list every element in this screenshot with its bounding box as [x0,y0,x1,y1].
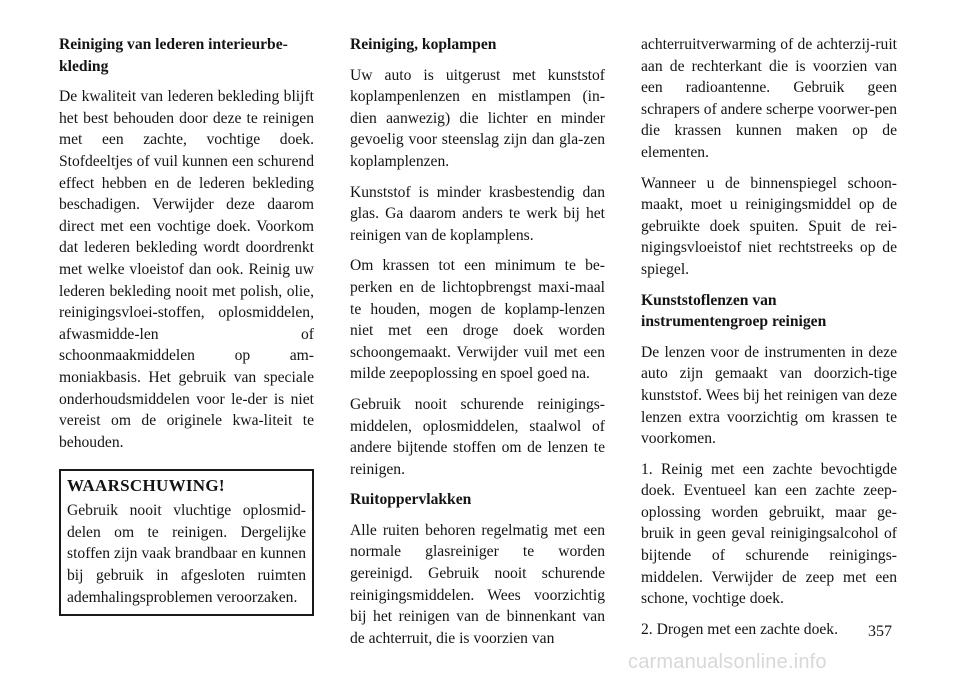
paragraph-headlamps-warning: Gebruik nooit schurende reinigings-middelen, oplosmiddelen, staalwol of andere bijtende stoffen om de lenzen te reinigen. [350,395,605,478]
paragraph-instrument-lenses: De lenzen voor de instrumenten in deze auto zijn gemaakt van doorzich-tige kunststof. Wees bij het reinigen van deze lenzen extra voorzichtig om krassen te voorkomen. [641,343,897,448]
warning-box [59,469,314,616]
paragraph-headlamps-cleaning: Om krassen tot een minimum te be-perken en de lichtopbrengst maxi-maal te houden, mogen de koplamp-lenzen niet met een droge doek worden schoongemaakt. Verwijder vuil met een milde zeepoplossing en spoel goed na. [350,257,605,383]
section-heading-windows: Ruitoppervlakken [350,491,472,509]
list-item: 1. Reinig met een zachte bevochtigde doek. Eventueel kan een zachte zeep-oplossing worden gebruikt, maar ge-bruik in geen geval reinigingsalcohol of bijtende of schurende reinigings-middelen. Verwijder de zeep met een schone, vochtige doek. [641,460,897,608]
cleaning-steps-list [641,459,897,641]
paragraph-mirror: Wanneer u de binnenspiegel schoon-maakt, moet u reinigingsmiddel op de gebruikte doek spuiten. Spuit de rei-nigingsvloeistof niet rechtstreeks op de spiegel. [641,174,897,278]
paragraph-windows-continued: achterruitverwarming of de achterzij-ruit aan de rechterkant die is voorzien van een radioantenne. Gebruik geen schrapers of andere scherpe voorwer-pen die krassen kunnen maken op de elementen. [641,36,897,161]
section-heading-leather: Reiniging van lederen interieurbe- kleding [59,36,288,75]
paragraph-headlamps-intro: Uw auto is uitgerust met kunststof koplampenlenzen en mistlampen (in-dien aanwezig) die lichter en minder gevoelig voor steenslag zijn dan gla-zen koplamplenzen. [350,66,605,170]
column-right [641,34,897,640]
watermark: carmanualsonline.info [628,651,827,673]
list-item: 2. Drogen met een zachte doek. [641,620,839,638]
paragraph-headlamps-plastic: Kunststof is minder krasbestendig dan glas. Ga daarom anders te werk bij het reinigen van de koplamplens. [350,183,605,244]
warning-text: Gebruik nooit vluchtige oplosmid-delen om te reinigen. Dergelijke stoffen zijn vaak brandbaar en kunnen bij gebruik in afgesloten ruimten ademhalingsproblemen veroorzaken. [67,502,306,606]
page-number: 357 [868,623,892,640]
column-left [59,34,314,616]
section-heading-headlamps: Reiniging, koplampen [350,36,497,53]
column-middle [350,34,605,649]
paragraph-windows: Alle ruiten behoren regelmatig met een normale glasreiniger te worden gereinigd. Gebruik nooit schurende reinigingsmiddelen. Wees voorzichtig bij het reinigen van de binnenkant van de achterruit, die is voorzien van [350,521,605,647]
section-heading-instrument-lenses: Kunststoflenzen van instrumentengroep reinigen [641,291,827,331]
paragraph-leather-care: De kwaliteit van lederen bekleding blijft het best behouden door deze te reinigen met een zachte, vochtige doek. Stofdeeltjes of vuil kunnen een schurend effect hebben en de lederen bekleding beschadigen. Verwijder deze daarom direct met een vochtige doek. Voorkom dat lederen bekleding wordt doordrenkt met welke vloeistof dan ook. Reinig uw lederen bekleding nooit met polish, olie, reinigingsvloei-stoffen, oplosmiddelen, afwasmidde-len of schoonmaakmiddelen op am-moniakbasis. Het gebruik van speciale onderhoudsmiddelen voor le-der is niet vereist om de originele kwa-liteit te behouden. [59,88,314,451]
warning-title: WAARSCHUWING! [67,476,225,496]
